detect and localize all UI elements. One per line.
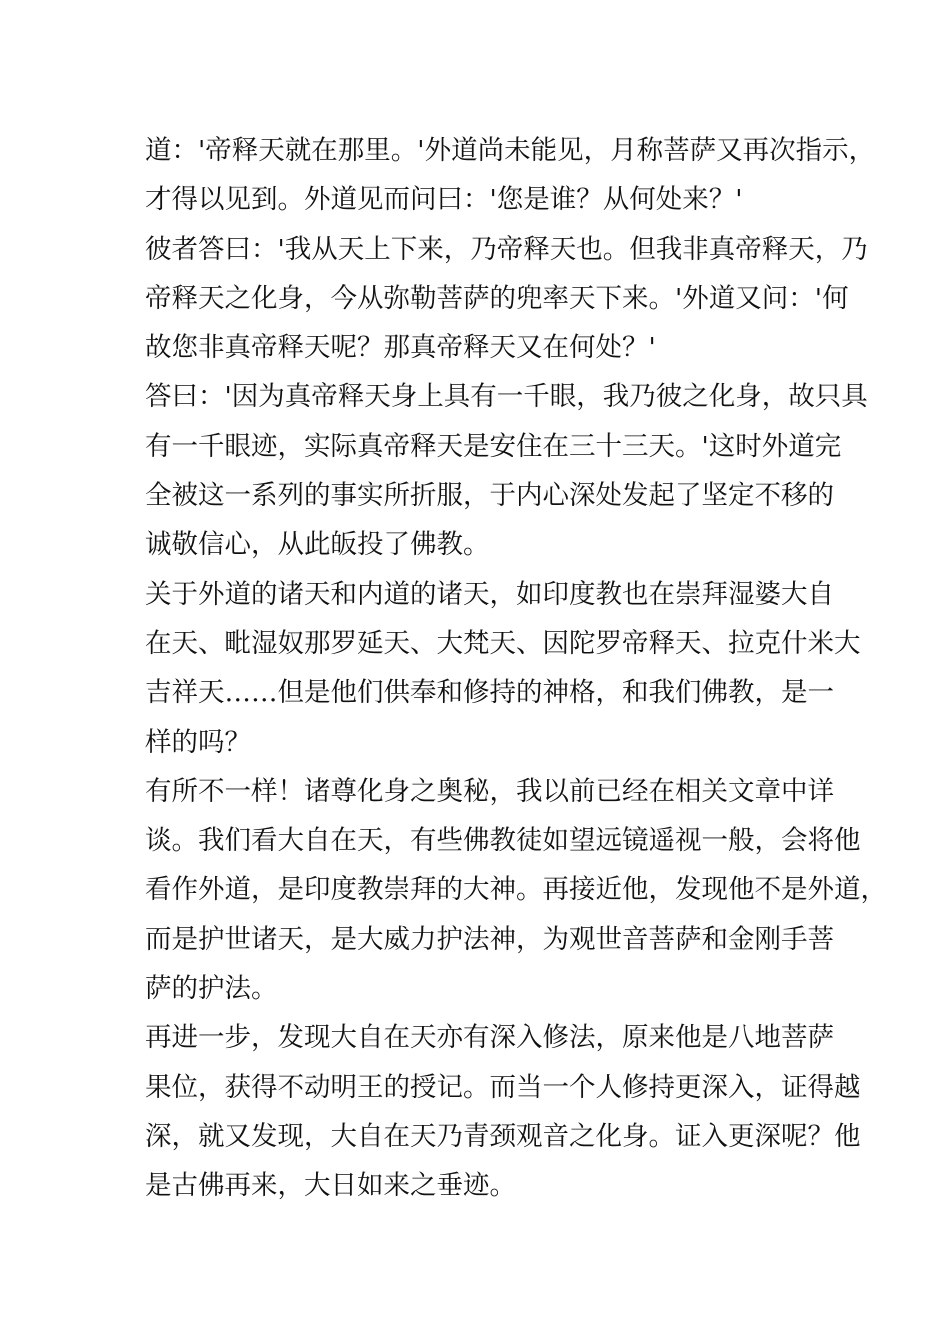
text-line: 萨的护法。 [145,973,278,1005]
text-line: 帝释天之化身，今从弥勒菩萨的兜率天下来。'外道又问：'何 [145,282,849,314]
text-line: 才得以见到。外道见而问曰：'您是谁？从何处来？' [145,184,743,216]
text-line: 答曰：'因为真帝释天身上具有一千眼，我乃彼之化身，故只具 [145,381,868,413]
text-line: 吉祥天……但是他们供奉和修持的神格，和我们佛教，是一 [145,677,834,709]
text-line: 道：'帝释天就在那里。'外道尚未能见，月称菩萨又再次指示， [145,135,876,166]
text-line: 诚敬信心，从此皈投了佛教。 [145,529,490,561]
text-line: 而是护世诸天，是大威力护法神，为观世音菩萨和金刚手菩 [145,923,834,955]
text-line: 谈。我们看大自在天，有些佛教徒如望远镜遥视一般，会将他 [145,825,861,857]
text-line: 故您非真帝释天呢？那真帝释天又在何处？' [145,332,656,364]
text-line: 全被这一系列的事实所折服，于内心深处发起了坚定不移的 [145,480,834,512]
text-line: 样的吗？ [145,726,251,758]
text-line: 看作外道，是印度教崇拜的大神。再接近他，发现他不是外道， [145,874,887,906]
text-line: 彼者答曰：'我从天上下来，乃帝释天也。但我非真帝释天，乃 [145,233,868,265]
text-line: 深，就又发现，大自在天乃青颈观音之化身。证入更深呢？他 [145,1120,861,1152]
text-line: 关于外道的诸天和内道的诸天，如印度教也在崇拜湿婆大自 [145,578,834,610]
text-line: 有一千眼迹，实际真帝释天是安住在三十三天。'这时外道完 [145,430,842,462]
text-line: 果位，获得不动明王的授记。而当一个人修持更深入，证得越 [145,1071,861,1103]
body-text [145,126,887,1211]
text-line: 在天、毗湿奴那罗延天、大梵天、因陀罗帝释天、拉克什米大 [145,627,861,659]
text-line: 有所不一样！诸尊化身之奥秘，我以前已经在相关文章中详 [145,775,834,807]
text-line: 是古佛再来，大日如来之垂迹。 [145,1170,516,1202]
text-line: 再进一步，发现大自在天亦有深入修法，原来他是八地菩萨 [145,1022,834,1054]
